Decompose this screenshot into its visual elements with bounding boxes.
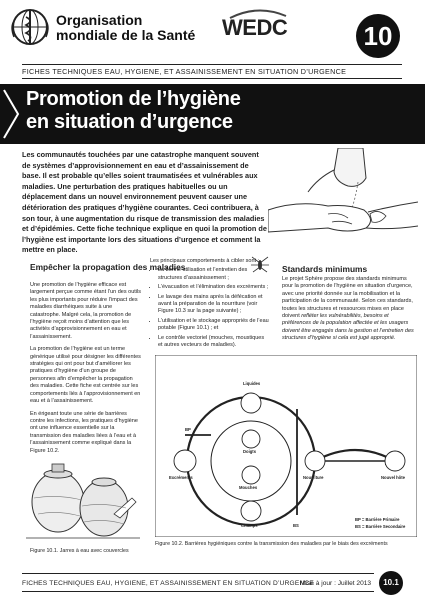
org-name-line1: Organisation (56, 12, 143, 28)
list-item: • La bonne utilisation et l’entretien des structures d’assainissement ; (158, 267, 270, 282)
food-node (305, 451, 325, 471)
fields-node (241, 501, 261, 521)
hands-pouring-water-illustration (268, 148, 418, 243)
disease-barriers-diagram (155, 355, 417, 537)
label-excrements: Excréments (169, 475, 193, 480)
page-title (26, 88, 241, 134)
footer-series: FICHES TECHNIQUES EAU, HYGIENE, ET ASSAINISSEMENT EN SITUATION D’URGENCE (22, 580, 314, 587)
column-3 (282, 276, 418, 343)
chevron-right-icon (0, 84, 22, 144)
header-rule-top (22, 64, 402, 65)
series-title: FICHES TECHNIQUES EAU, HYGIENE, ET ASSAINISSEMENT EN SITUATION D’URGENCE (22, 67, 347, 76)
footer-rule-bottom (22, 591, 374, 592)
col2-intro: Les principaux comportements à cibler sont : (150, 258, 260, 264)
column-2 (150, 258, 270, 351)
col3-text: Le projet Sphère propose des standards minimums pour la promotion de l’hygiène en situation d’urgence, avec une priorité donnée sur la mobilisation et la participation de la communauté. Selon ces standards, toutes les structures et ressources mises en place doivent (282, 276, 413, 320)
label-nouvel-hote: Nouvel hôte (381, 475, 405, 480)
label-bs: BS (293, 523, 299, 528)
liquids-node (241, 393, 261, 413)
behaviour-list (150, 267, 270, 349)
col1-paragraph-1: Une promotion de l’hygiène efficace est largement perçue comme étant l’un des outils les plus importants pour réduire l’impact des maladies diarrhéiques suite à une catastrophe. Malgré cela, la promotion de l’hygiène reçoit moins d’attention que les activités d’approvisionnement en eau et l’assainissement. (30, 282, 141, 340)
org-name (56, 13, 195, 43)
col1-paragraph-2: La promotion de l’hygiène est un terme générique utilisé pour désigner les différentes stratégies qui ont pour but d’améliorer les pratiques d’hygiène d’un groupe de personnes afin d’empêcher la propagation des maladies. Cette fiche est centrée sur les comportements liés à l’approvisionnement en eau et à l’assainissement. (30, 346, 141, 405)
footer-rule-top (22, 573, 374, 574)
legend-bs: BS = Barrière Secondaire (355, 524, 406, 529)
label-mouches: Mouches (239, 485, 258, 490)
label-bp: BP (185, 427, 191, 432)
header-rule-bottom (22, 78, 402, 79)
label-doigts: Doigts (243, 449, 257, 454)
footer-updated: Mise à jour : Juillet 2013 (300, 580, 372, 587)
col3-text-italic: refléter les vulnérabilités, besoins et préférences de la population affectée et les usagers doivent être engagés dans la gestion et l’entretien des structures d’hygiène si cela est jugé approprié. (282, 313, 414, 342)
org-name-line2: mondiale de la Santé (56, 27, 196, 43)
column-1 (30, 282, 142, 460)
col1-paragraph-3: En érigeant toute une série de barrières contre les infections, les pratiques d’hygiène ont une influence essentielle sur la transmission des maladies liées à l’eau et à l’assainissement comme expliqué dans la Figure 10.2. (30, 410, 138, 454)
footer-page-badge: 10.1 (379, 571, 403, 595)
figure-10-2-caption: Figure 10.2. Barrières hygiéniques contre la transmission des maladies par le biais des excréments (155, 541, 388, 547)
label-champs: Champs (241, 523, 258, 528)
list-item: • Le lavage des mains après la défécation et avant la préparation de la nourriture (voir Figure 10.3 sur la page suivante) ; (158, 294, 270, 316)
sheet-number-badge: 10 (356, 14, 400, 58)
who-emblem-icon (10, 7, 50, 47)
water-jars-illustration (24, 458, 142, 546)
page-title-line2: en situation d’urgence (26, 111, 233, 133)
list-item: • L’utilisation et le stockage appropriés de l’eau potable (Figure 10.1) ; et (158, 318, 270, 333)
label-liquides: Liquides (243, 381, 261, 386)
partner-logo: WEDC (222, 15, 288, 40)
section-heading-standards: Standards minimums (282, 264, 368, 274)
legend-bp: BP = Barrière Primaire (355, 517, 400, 522)
list-item: • L’évacuation et l’élimination des excréments ; (158, 284, 270, 291)
figure-10-1-caption: Figure 10.1. Jarres à eau avec couvercles (30, 548, 129, 554)
fingers-node (242, 430, 260, 448)
label-nourriture: Nourriture (303, 475, 324, 480)
intro-paragraph: Les communautés touchées par une catastrophe manquent souvent de systèmes d’approvisionnement en eau et d’assainissement de base. Il est probable qu’elles soient traumatisées et vulnérables aux maladies. Une perturbation des pratiques habituelles ou un déplacement dans un nouvel environnement peuvent causer une détérioration des pratiques d’hygiène courantes. Ceci contribuera, à son tour, à une augmentation du risque de transmission des maladies et d’épidémies. Cette fiche technique explique en quoi la promotion de l’hygiène est importante lors des situations d’urgence et comment la mettre en place. (22, 150, 267, 255)
section-heading-prevent: Empêcher la propagation des maladies (30, 262, 186, 272)
flies-node (242, 466, 260, 484)
new-host-node (385, 451, 405, 471)
list-item: • Le contrôle vectoriel (mouches, moustiques et autres vecteurs de maladies). (158, 335, 270, 350)
page-title-line1: Promotion de l’hygiène (26, 88, 241, 110)
excreta-node (174, 450, 196, 472)
